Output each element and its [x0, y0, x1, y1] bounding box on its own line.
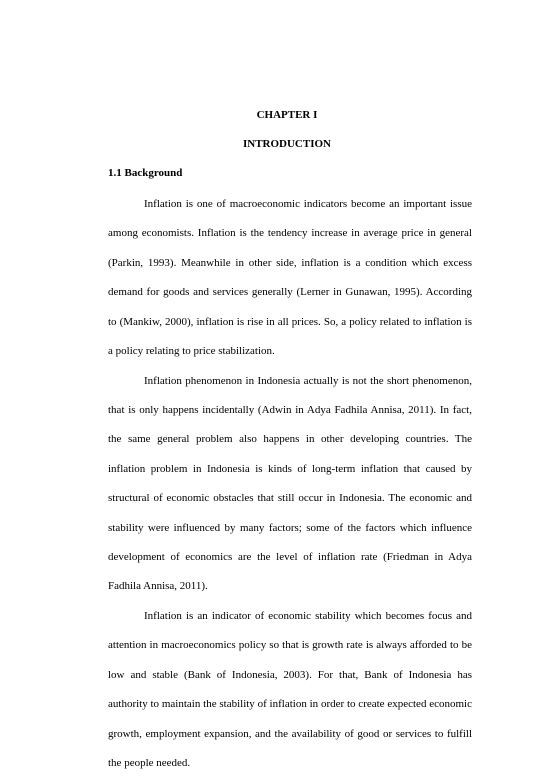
paragraph-3-line-3: low and stable (Bank of Indonesia, 2003). For that, Bank of Indonesia has — [108, 669, 472, 681]
paragraph-3-line-6: the people needed. — [108, 757, 191, 769]
paragraph-1-line-4: demand for goods and services generally (Lerner in Gunawan, 1995). According — [108, 286, 472, 298]
paragraph-2-line-8: Fadhila Annisa, 2011). — [108, 580, 208, 592]
paragraph-1-line-6: a policy relating to price stabilization. — [108, 345, 275, 357]
paragraph-2-line-4: inflation problem in Indonesia is kinds of long-term inflation that caused by — [108, 463, 472, 475]
chapter-number: CHAPTER I — [256, 109, 318, 121]
paragraph-3-line-2: attention in macroeconomics policy so that is growth rate is always afforded to be — [108, 639, 472, 651]
paragraph-2-line-7: development of economics are the level of inflation rate (Friedman in Adya — [108, 551, 472, 563]
paragraph-1-line-5: to (Mankiw, 2000), inflation is rise in all prices. So, a policy related to inflation is — [108, 316, 472, 328]
paragraph-1-line-1: Inflation is one of macroeconomic indicators become an important issue — [144, 198, 472, 210]
section-heading: 1.1 Background — [108, 167, 183, 179]
paragraph-2-line-6: stability were influenced by many factors; some of the factors which influence — [108, 522, 472, 534]
paragraph-3-line-4: authority to maintain the stability of inflation in order to create expected economic — [108, 698, 472, 710]
paragraph-2-line-5: structural of economic obstacles that still occur in Indonesia. The economic and — [108, 492, 472, 504]
paragraph-2-line-1: Inflation phenomenon in Indonesia actually is not the short phenomenon, — [144, 375, 472, 387]
paragraph-1-line-2: among economists. Inflation is the tendency increase in average price in general — [108, 227, 472, 239]
paragraph-3-line-5: growth, employment expansion, and the availability of good or services to fulfill — [108, 728, 472, 740]
paragraph-2-line-3: the same general problem also happens in other developing countries. The — [108, 433, 472, 445]
chapter-title: INTRODUCTION — [242, 138, 331, 150]
paragraph-1-line-3: (Parkin, 1993). Meanwhile in other side, inflation is a condition which excess — [108, 257, 472, 269]
paragraph-3-line-1: Inflation is an indicator of economic stability which becomes focus and — [144, 610, 472, 622]
paragraph-2-line-2: that is only happens incidentally (Adwin in Adya Fadhila Annisa, 2011). In fact, — [108, 404, 472, 416]
